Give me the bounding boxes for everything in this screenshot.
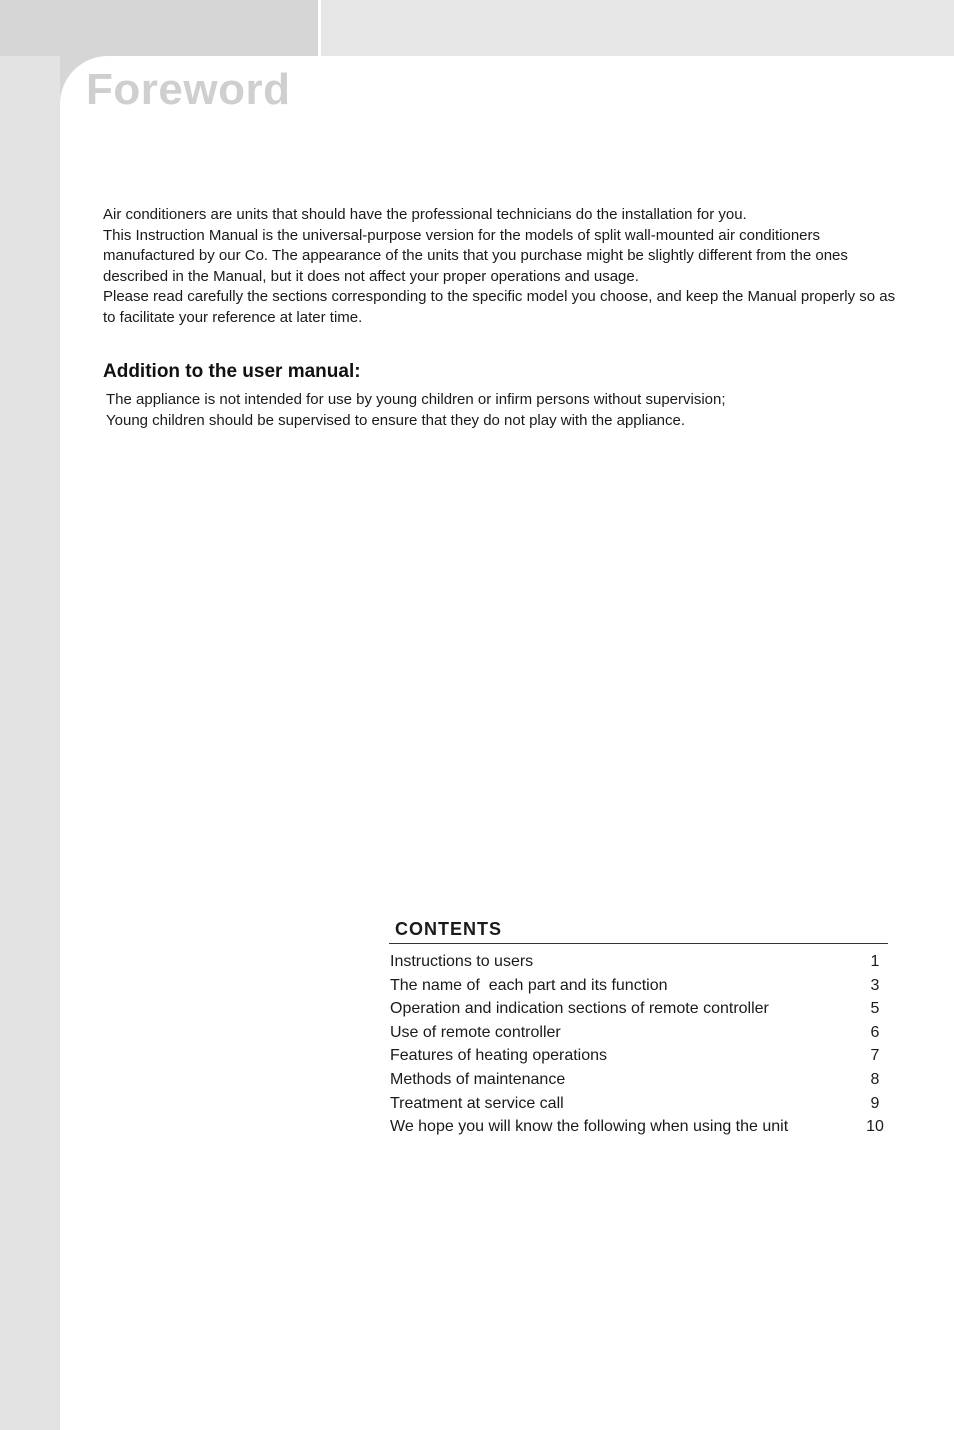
table-of-contents xyxy=(389,915,888,1139)
side-strip xyxy=(0,56,60,1430)
toc-item-service-call[interactable] xyxy=(389,1092,888,1116)
toc-item-page: 1 xyxy=(870,953,880,970)
toc-item-page: 10 xyxy=(866,1118,884,1136)
toc-item-label: Methods of maintenance xyxy=(390,1070,566,1088)
toc-item-label: Features of heating operations xyxy=(390,1047,608,1065)
toc-item-label: Instructions to users xyxy=(390,953,534,970)
toc-item-remote-use[interactable] xyxy=(389,1021,888,1045)
toc-list xyxy=(389,950,888,1139)
toc-item-maintenance[interactable] xyxy=(389,1068,888,1092)
header-tab-right xyxy=(321,0,954,56)
toc-item-usage-notes[interactable] xyxy=(389,1115,888,1139)
toc-item-part-names[interactable] xyxy=(389,974,888,998)
contents-title: CONTENTS xyxy=(389,915,888,944)
toc-item-page: 5 xyxy=(870,1000,880,1018)
toc-item-page: 8 xyxy=(870,1070,880,1088)
addition-line: Young children should be supervised to ensure that they do not play with the appliance. xyxy=(106,411,686,429)
addition-section xyxy=(106,390,886,431)
intro-section xyxy=(103,205,903,328)
toc-item-instructions-to-users[interactable] xyxy=(389,950,888,974)
intro-paragraph: Air conditioners are units that should have the professional technicians do the installation for you. xyxy=(103,206,747,223)
toc-item-label: Treatment at service call xyxy=(390,1094,564,1112)
toc-item-label: Use of remote controller xyxy=(390,1023,561,1041)
toc-item-remote-sections[interactable] xyxy=(389,997,888,1021)
toc-item-label: We hope you will know the following when using the unit xyxy=(390,1118,789,1136)
intro-paragraph: This Instruction Manual is the universal-purpose version for the models of split wall-mounted air conditioners manufactured by our Co. The appearance of the units that you purchase might be slightly different from the ones described in the Manual, but it does not affect your proper operations and usage. xyxy=(103,226,848,285)
toc-item-label: Operation and indication sections of remote controller xyxy=(390,1000,769,1018)
toc-item-heating-features[interactable] xyxy=(389,1044,888,1068)
addition-heading: Addition to the user manual: xyxy=(103,361,361,382)
toc-item-page: 3 xyxy=(870,976,880,994)
page-title: Foreword xyxy=(86,65,291,114)
toc-item-page: 7 xyxy=(870,1047,880,1065)
toc-item-label: The name of each part and its function xyxy=(390,976,668,994)
intro-paragraph: Please read carefully the sections corresponding to the specific model you choose, and keep the Manual properly so as to facilitate your reference at later time. xyxy=(103,288,896,326)
toc-item-page: 9 xyxy=(870,1094,880,1112)
addition-line: The appliance is not intended for use by young children or infirm persons without supervision; xyxy=(106,391,726,408)
header-tab-left xyxy=(0,0,318,56)
toc-item-page: 6 xyxy=(870,1023,880,1041)
